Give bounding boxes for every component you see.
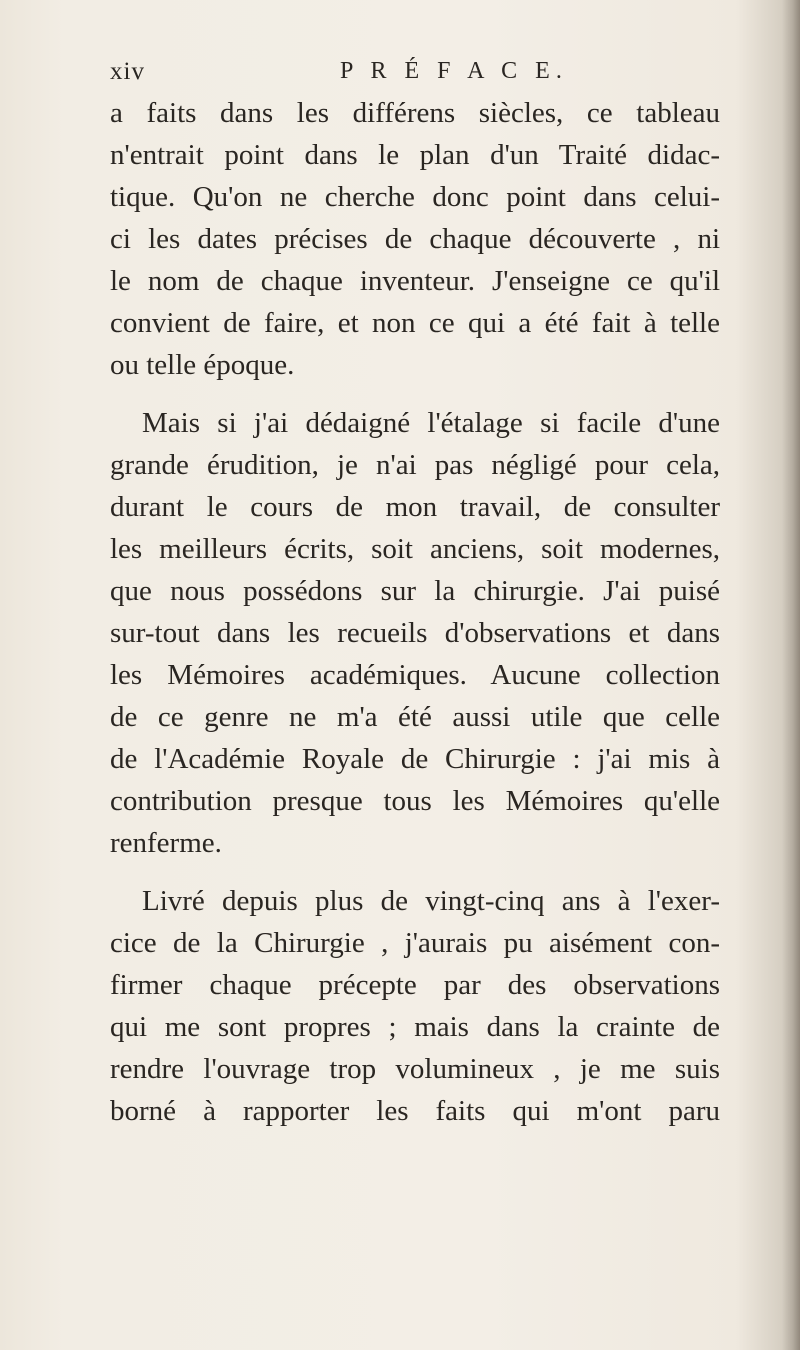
- text-line: de l'Académie Royale de Chirurgie : j'ai mis à: [110, 743, 720, 775]
- text-line: de ce genre ne m'a été aussi utile que celle: [110, 701, 720, 733]
- text-line: Mais si j'ai dédaigné l'étalage si facile d'une: [142, 407, 720, 439]
- text-line: grande érudition, je n'ai pas négligé pour cela,: [110, 449, 720, 481]
- text-line: ci les dates précises de chaque découverte , ni: [110, 223, 720, 255]
- page-number: xiv: [110, 58, 145, 85]
- text-line: cice de la Chirurgie , j'aurais pu aisément con-: [110, 927, 720, 959]
- paragraph-3: [110, 880, 720, 1132]
- text-line: tique. Qu'on ne cherche donc point dans celui-: [110, 181, 720, 213]
- text-line: les meilleurs écrits, soit anciens, soit modernes,: [110, 533, 720, 565]
- text-line: sur-tout dans les recueils d'observations et dans: [110, 617, 720, 649]
- text-line: rendre l'ouvrage trop volumineux , je me suis: [110, 1053, 720, 1085]
- text-line: a faits dans les différens siècles, ce tableau: [110, 97, 720, 129]
- text-line: les Mémoires académiques. Aucune collection: [110, 659, 720, 691]
- text-line: qui me sont propres ; mais dans la crainte de: [110, 1011, 720, 1043]
- text-line: Livré depuis plus de vingt-cinq ans à l'exer-: [142, 885, 720, 917]
- paragraph-2: [110, 402, 720, 864]
- paragraph-gap: [110, 386, 720, 402]
- text-line: firmer chaque précepte par des observations: [110, 969, 720, 1001]
- text-line: que nous possédons sur la chirurgie. J'ai puisé: [110, 575, 720, 607]
- text-line: contribution presque tous les Mémoires qu'elle: [110, 785, 720, 817]
- text-line: durant le cours de mon travail, de consulter: [110, 491, 720, 523]
- text-line: le nom de chaque inventeur. J'enseigne ce qu'il: [110, 265, 720, 297]
- text-line: n'entrait point dans le plan d'un Traité didac-: [110, 139, 720, 171]
- paragraph-1: [110, 92, 720, 386]
- running-head: [110, 58, 720, 88]
- text-line: renferme.: [110, 827, 222, 859]
- page-edge-shadow: [782, 0, 800, 1350]
- text-line: ou telle époque.: [110, 349, 295, 381]
- text-line: borné à rapporter les faits qui m'ont paru: [110, 1095, 720, 1127]
- body-text: [110, 92, 720, 1132]
- running-head-title: P R É F A C E.: [340, 58, 568, 84]
- text-line: convient de faire, et non ce qui a été fait à telle: [110, 307, 720, 339]
- paragraph-gap: [110, 864, 720, 880]
